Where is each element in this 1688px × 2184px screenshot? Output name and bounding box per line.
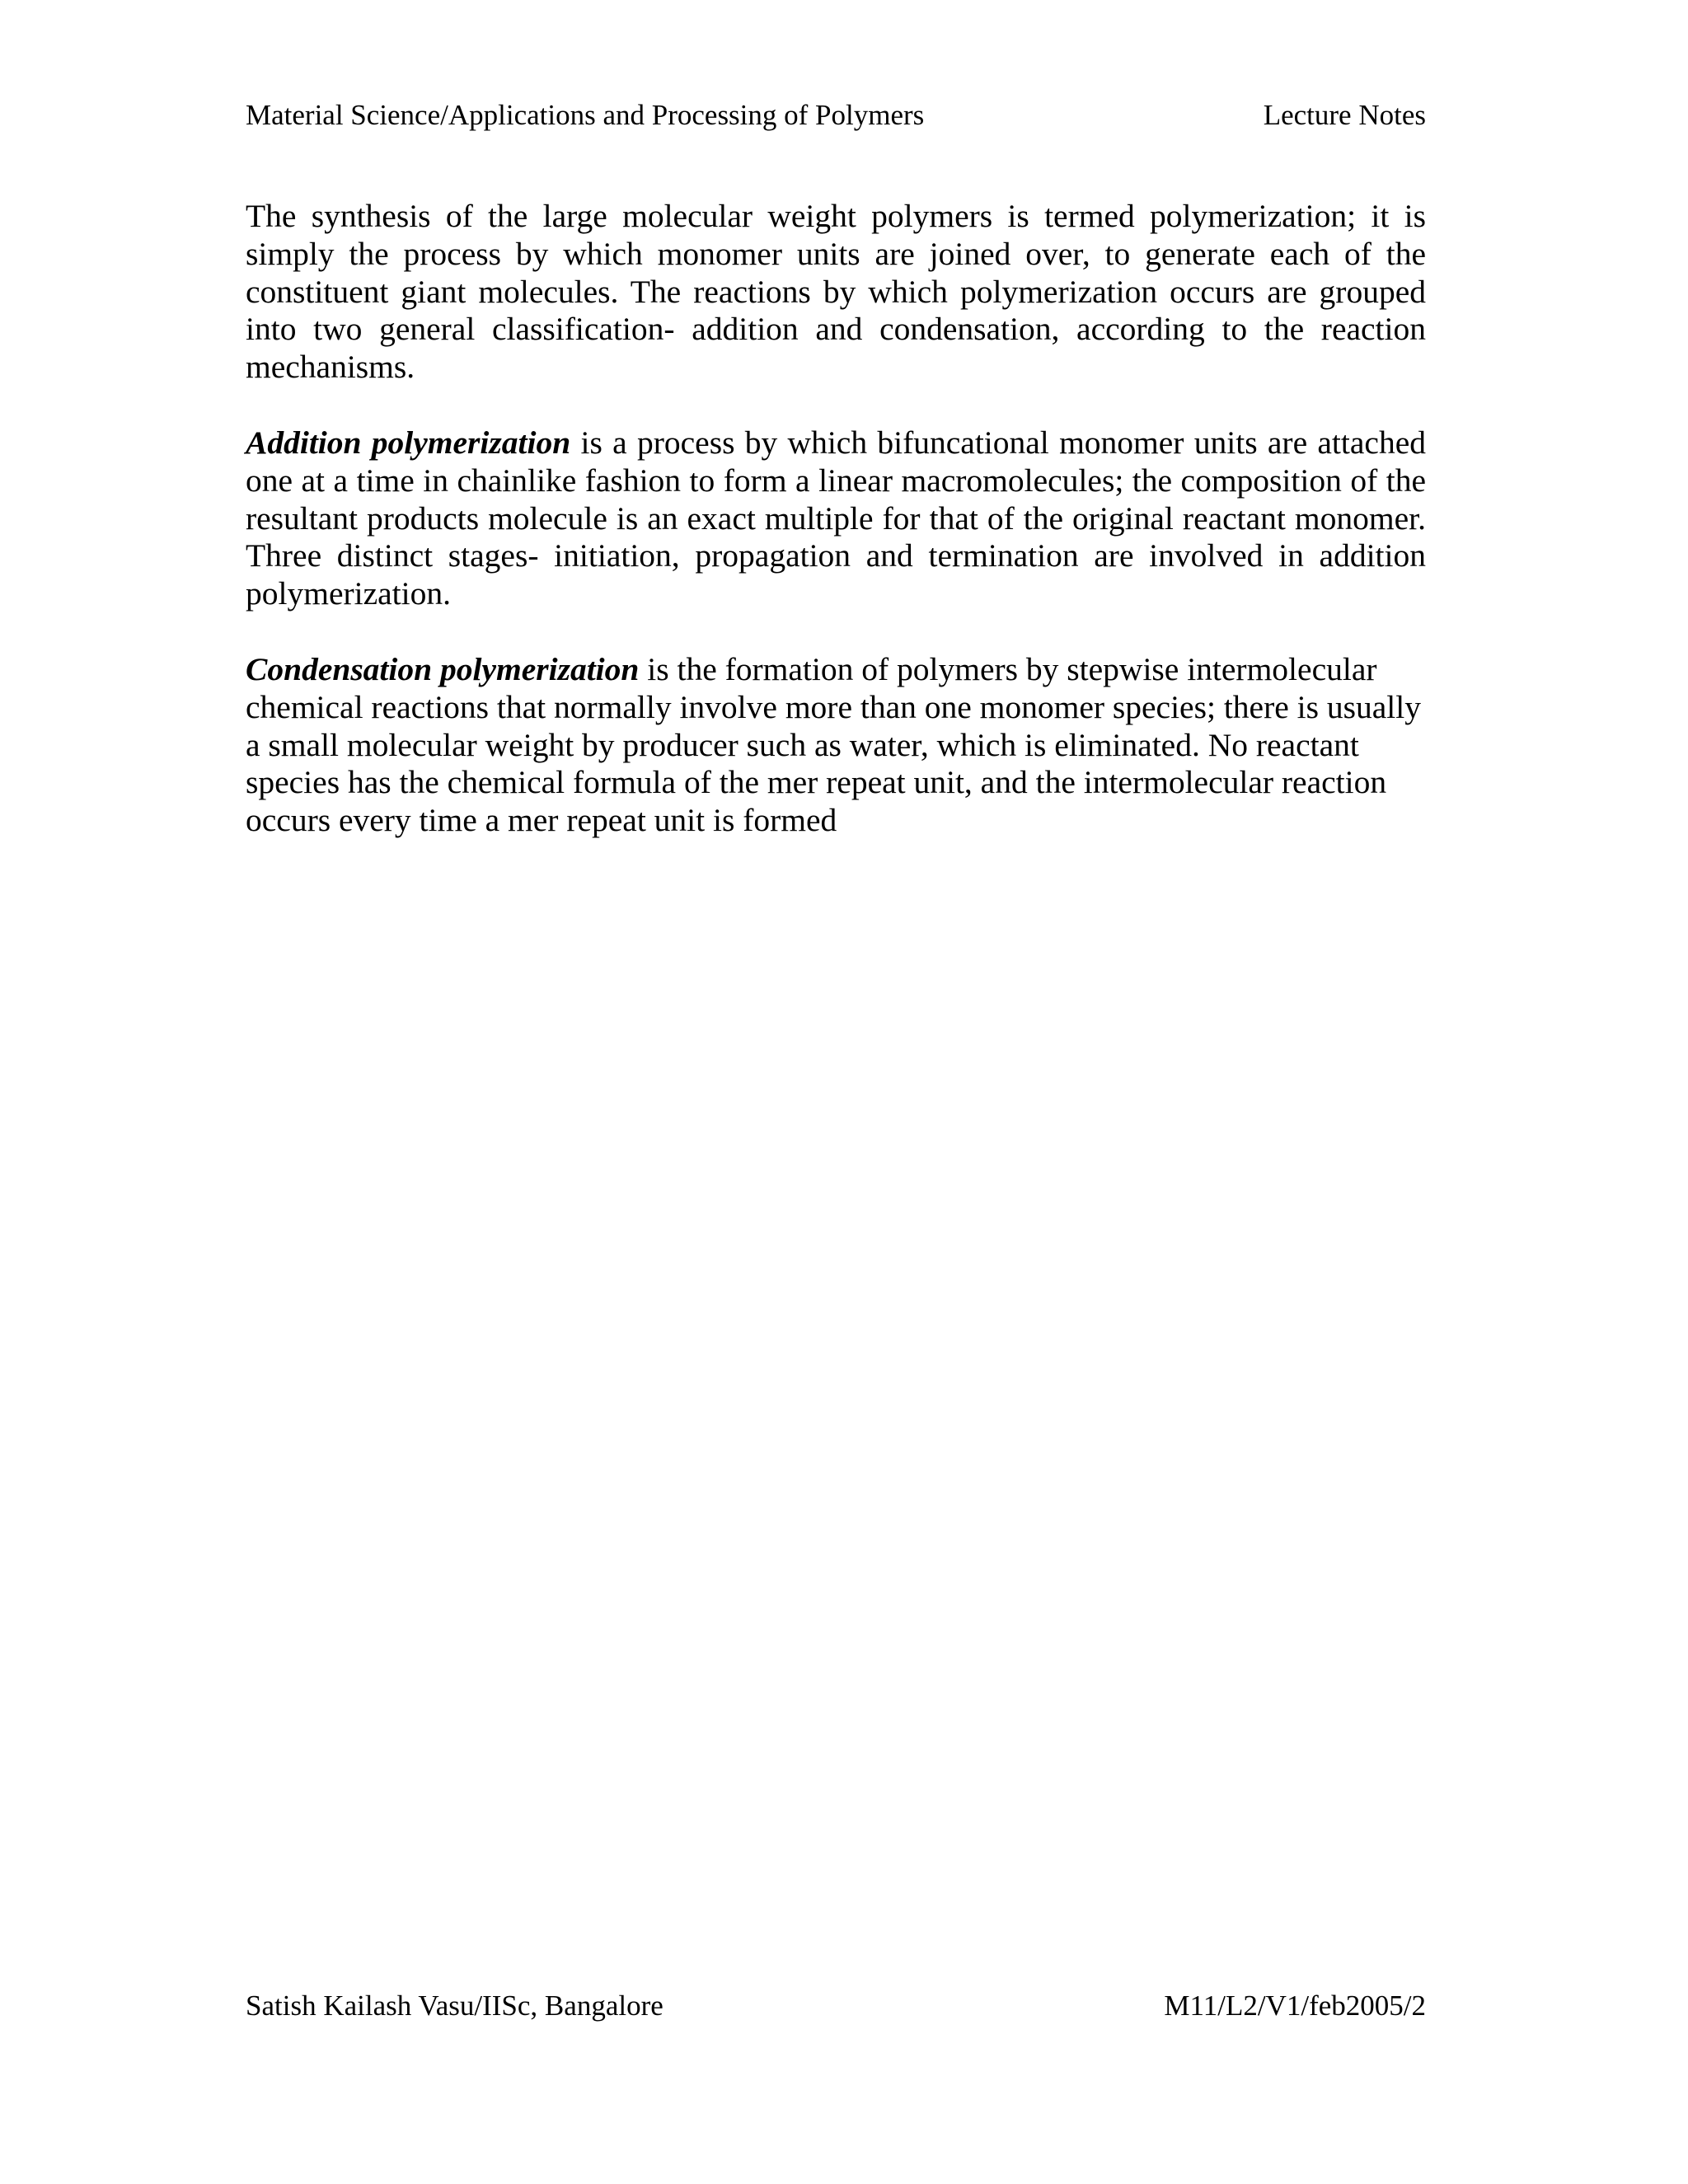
header-course-title: Material Science/Applications and Processing of Polymers [246, 99, 925, 131]
intro-paragraph [246, 198, 1426, 387]
addition-polymerization-term: Addition polymerization [246, 424, 571, 461]
footer-document-id: M11/L2/V1/feb2005/2 [1164, 1990, 1426, 2022]
body-text [246, 198, 1426, 878]
condensation-polymerization-paragraph [246, 651, 1426, 840]
header-document-type: Lecture Notes [1263, 99, 1426, 131]
condensation-polymerization-text: is the formation of polymers by stepwise intermolecular chemical reactions that normally involve more than one monomer species; there is usually a small molecular weight by producer such as water, which is eliminated. No reactant species has the chemical formula of the mer repeat unit, and the intermolecular reaction occurs every time a mer repeat unit is formed [246, 650, 1421, 839]
condensation-polymerization-term: Condensation polymerization [246, 650, 640, 687]
addition-polymerization-paragraph [246, 424, 1426, 613]
footer-author: Satish Kailash Vasu/IISc, Bangalore [246, 1990, 663, 2022]
intro-text: The synthesis of the large molecular weight polymers is termed polymerization; it is simply the process by which monomer units are joined over, to generate each of the constituent giant molecules. The reactions by which polymerization occurs are grouped into two general classification- addition and condensation, according to the reaction mechanisms. [246, 198, 1426, 386]
page-header [246, 98, 1426, 133]
page-footer [246, 1989, 1426, 2023]
addition-polymerization-text: is a process by which bifuncational monomer units are attached one at a time in chainlike fashion to form a linear macromolecules; the composition of the resultant products molecule is an exact multiple for that of the original reactant monomer. Three distinct stages- initiation, propagation and termination are involved in addition polymerization. [246, 424, 1426, 612]
